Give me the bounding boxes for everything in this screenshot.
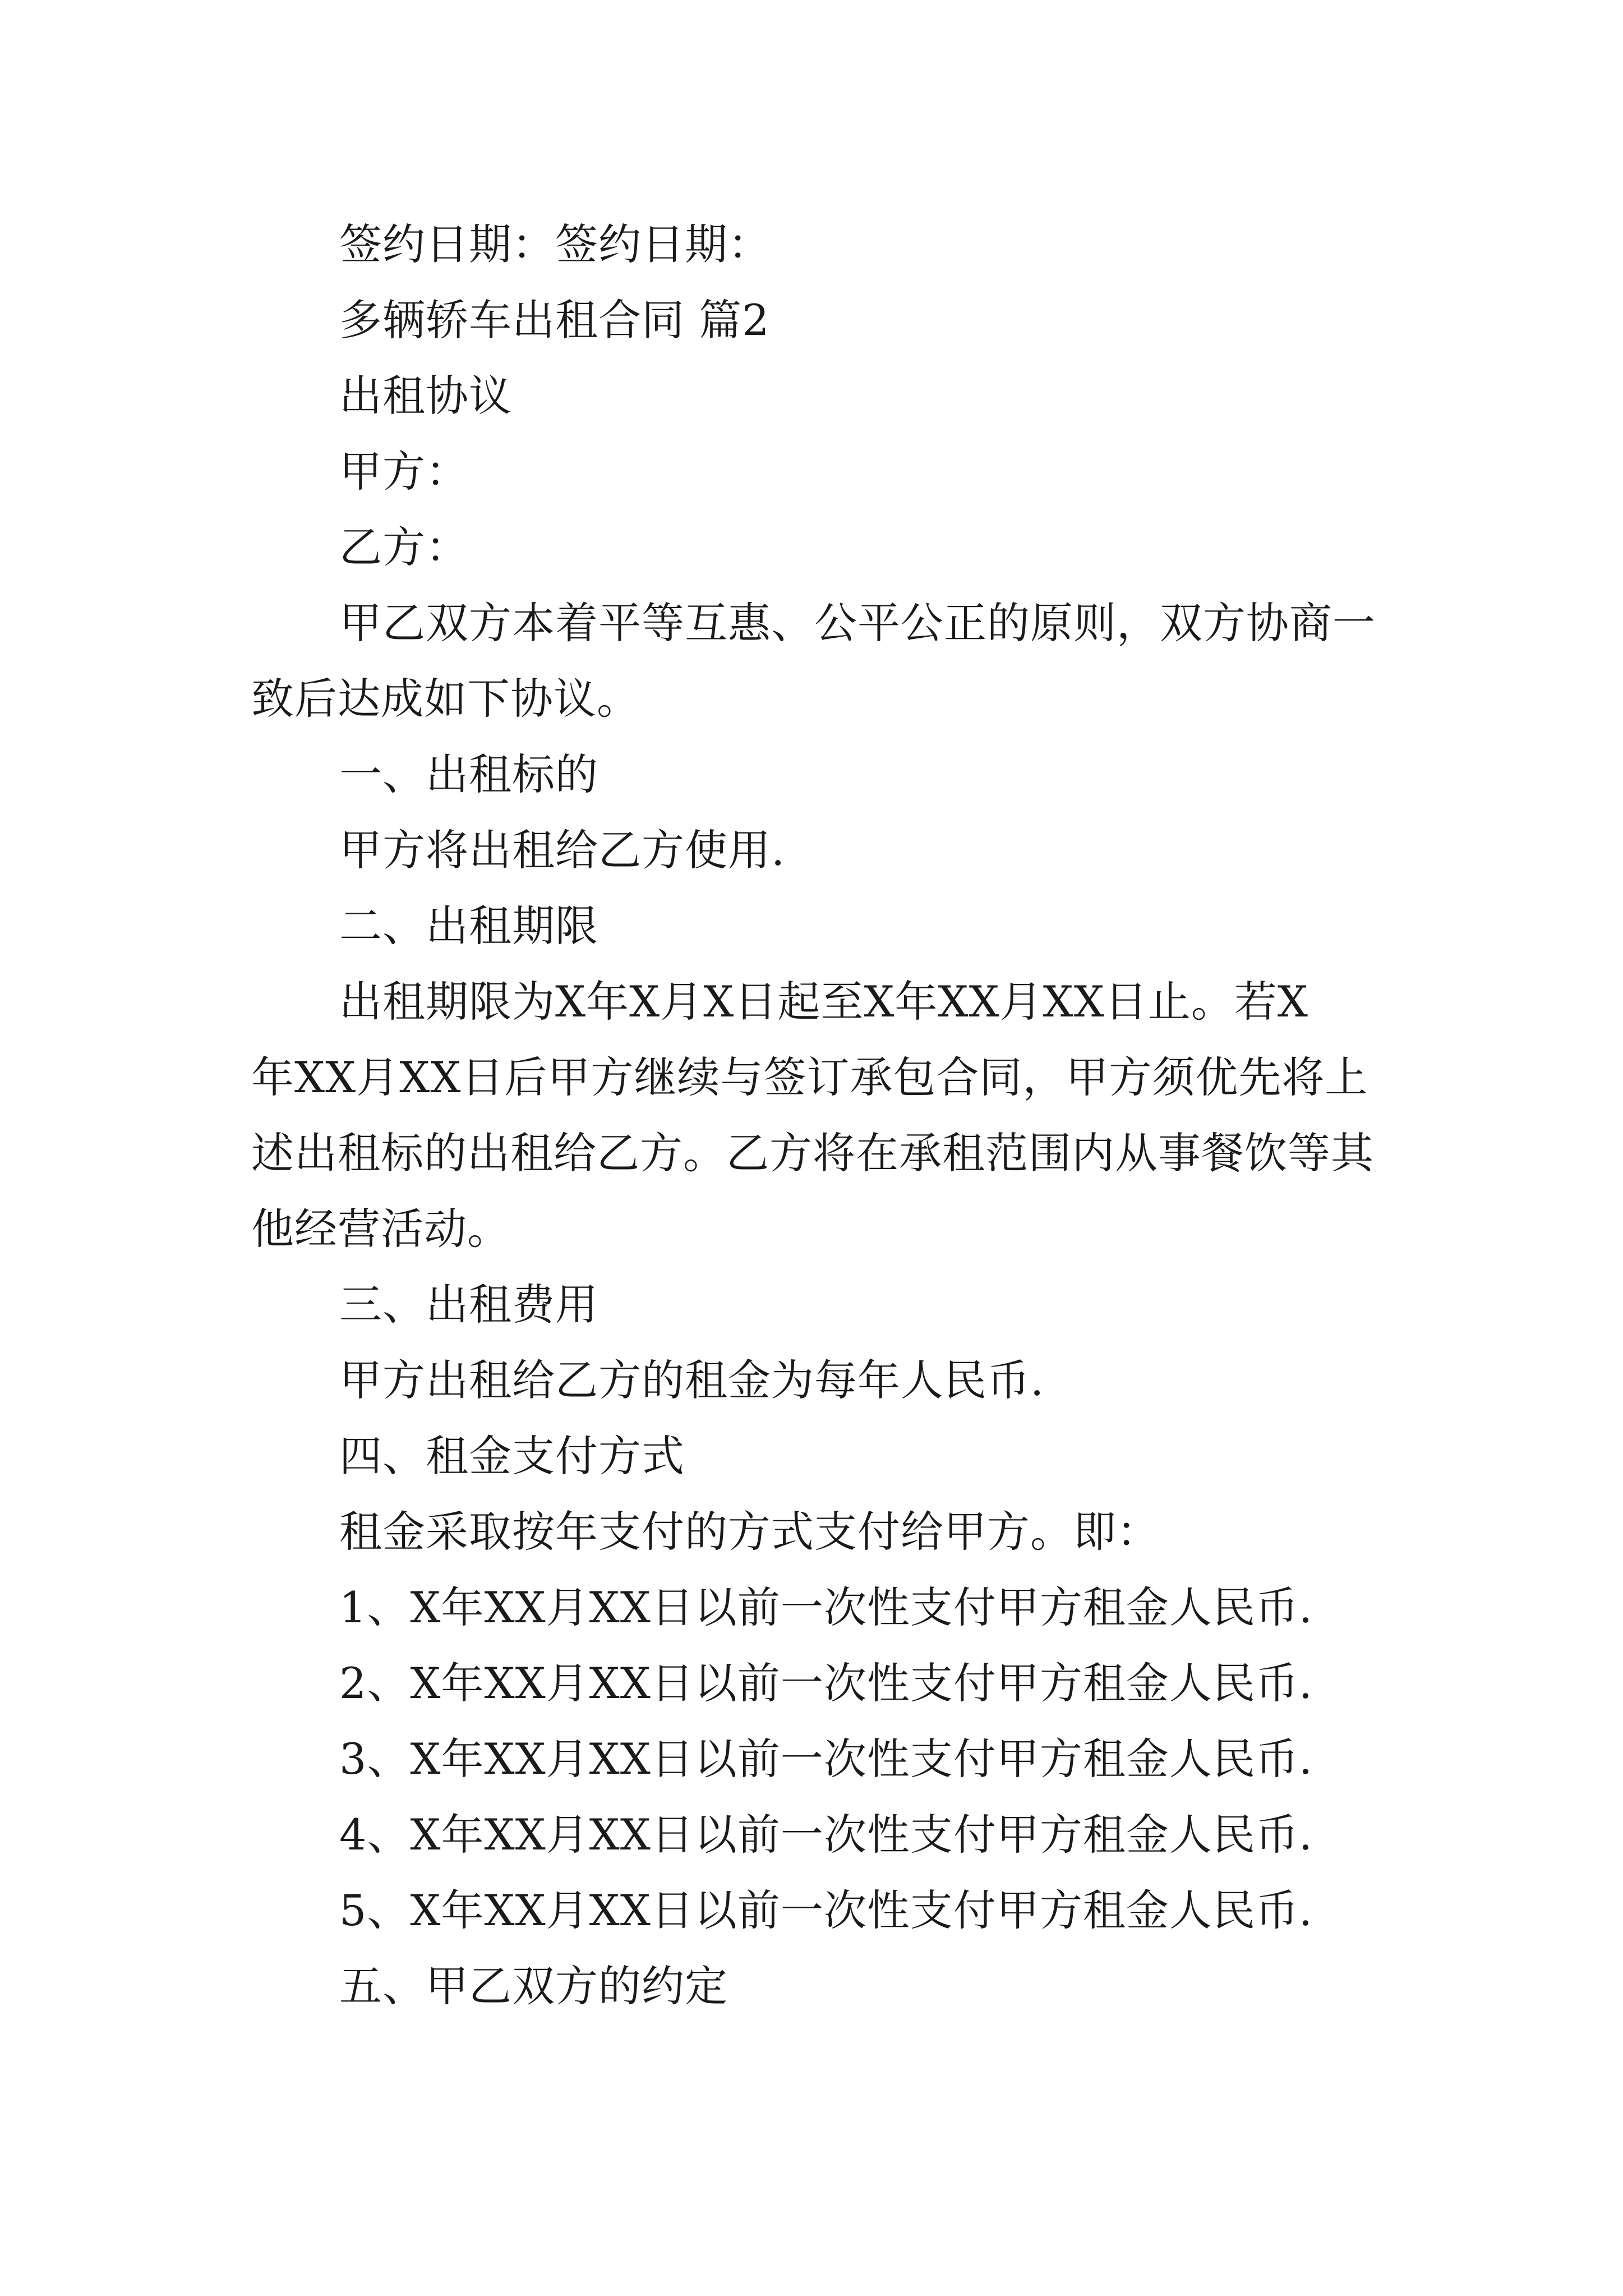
paragraph-line: 致后达成如下协议。 [251, 674, 640, 724]
paragraph-line: 甲乙双方本着平等互惠、公平公正的原则，双方协商一 [339, 598, 1376, 648]
paragraph-line: 甲方出租给乙方的租金为每年人民币. [339, 1355, 1045, 1405]
list-item: 2、X年XX月XX日以前一次性支付甲方租金人民币. [339, 1658, 1313, 1708]
paragraph-line: 租金采取按年支付的方式支付给甲方。即： [339, 1507, 1160, 1557]
clause-heading: 一、出租标的 [339, 749, 598, 799]
signing-date-line: 签约日期：签约日期： [339, 219, 771, 269]
paragraph-line: 出租期限为X年X月X日起至X年XX月XX日止。若X [339, 977, 1308, 1027]
clause-heading: 四、租金支付方式 [339, 1431, 685, 1481]
list-item: 3、X年XX月XX日以前一次性支付甲方租金人民币. [339, 1734, 1313, 1784]
list-item: 4、X年XX月XX日以前一次性支付甲方租金人民币. [339, 1810, 1313, 1860]
list-item: 5、X年XX月XX日以前一次性支付甲方租金人民币. [339, 1885, 1313, 1935]
section-title: 多辆轿车出租合同 篇2 [339, 295, 770, 345]
paragraph-line: 年XX月XX日后甲方继续与签订承包合同，甲方须优先将上 [251, 1052, 1368, 1102]
paragraph-line: 甲方将出租给乙方使用. [339, 825, 786, 875]
clause-heading: 三、出租费用 [339, 1280, 598, 1329]
clause-heading: 二、出租期限 [339, 901, 598, 951]
paragraph-line: 他经营活动。 [251, 1204, 510, 1254]
clause-heading: 五、甲乙双方的约定 [339, 1961, 728, 2011]
party-b-line: 乙方： [339, 522, 469, 572]
paragraph-line: 述出租标的出租给乙方。乙方将在承租范围内从事餐饮等其 [251, 1128, 1374, 1178]
list-item: 1、X年XX月XX日以前一次性支付甲方租金人民币. [339, 1582, 1313, 1632]
party-a-line: 甲方： [339, 447, 469, 496]
agreement-title: 出租协议 [339, 371, 512, 421]
